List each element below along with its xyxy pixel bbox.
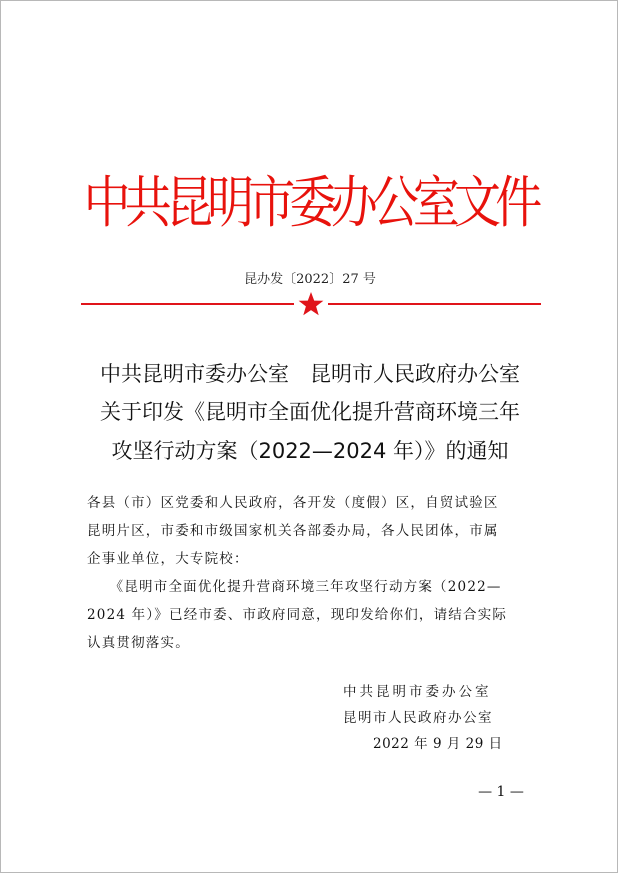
document-heading: 中共昆明市委办公室文件: [83, 171, 537, 236]
page-number: — 1 —: [478, 784, 524, 800]
signature-government-office: 昆明市人民政府办公室: [343, 710, 493, 726]
notice-title-line-1: 中共昆明市委办公室 昆明市人民政府办公室: [100, 362, 520, 386]
recipients-line-3: 企事业单位，大专院校：: [87, 551, 249, 567]
recipients-line-1: 各县（市）区党委和人民政府，各开发（度假）区，自贸试验区: [87, 495, 499, 511]
red-divider-left: [81, 303, 294, 305]
notice-title-line-3: 攻坚行动方案（2022—2024 年）》的通知: [111, 439, 509, 463]
red-divider-right: [328, 303, 541, 305]
document-number: 昆办发〔2022〕27 号: [244, 272, 376, 287]
body-line-3: 认真贯彻落实。: [87, 635, 190, 651]
notice-title-line-2: 关于印发《昆明市全面优化提升营商环境三年: [100, 400, 520, 424]
body-line-1: 《昆明市全面优化提升营商环境三年攻坚行动方案（2022—: [87, 579, 502, 595]
red-star-icon: [297, 291, 325, 317]
signature-date: 2022 年 9 月 29 日: [373, 736, 503, 752]
signature-party-office: 中共昆明市委办公室: [343, 684, 492, 700]
body-line-2: 2024 年）》已经市委、市政府同意，现印发给你们，请结合实际: [87, 607, 508, 623]
recipients-line-2: 昆明片区，市委和市级国家机关各部委办局，各人民团体，市属: [87, 523, 499, 539]
